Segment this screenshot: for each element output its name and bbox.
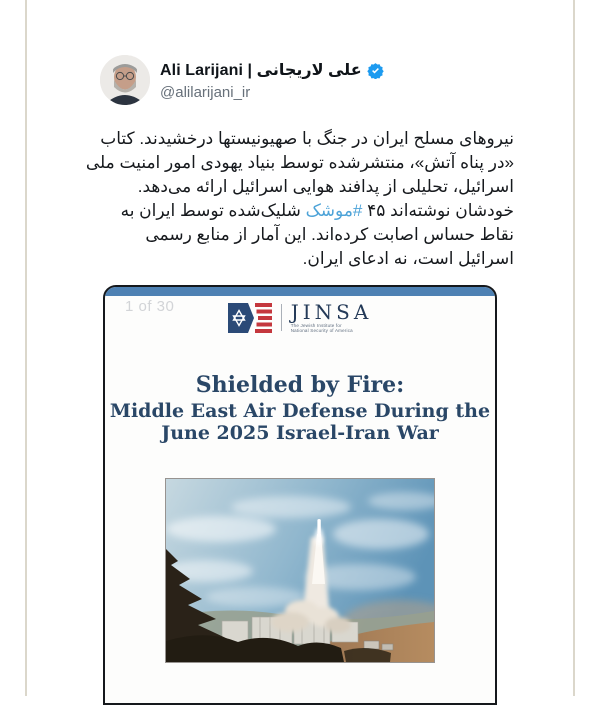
- missile-launch-photo: [165, 478, 435, 663]
- page-edge-line-right: [573, 0, 575, 696]
- quoted-article-card[interactable]: [103, 285, 497, 705]
- report-title-line2: Middle East Air Defense During the: [109, 400, 491, 422]
- page-edge-line-left: [25, 0, 27, 696]
- report-title-line1: Shielded by Fire:: [195, 372, 405, 398]
- logo-org-name: JINSA: [290, 300, 373, 324]
- logo-separator: [281, 304, 282, 331]
- tweet-text-after: شلیک‌شده توسط ایران به نقاط حساس اصابت کرده‌اند. این آمار از منابع رسمی اسرائیل است، نه ادعای ایران.: [120, 201, 514, 268]
- page-indicator: 1 of 30: [125, 298, 175, 315]
- logo-text-block: [291, 302, 373, 333]
- jinsa-logo: [105, 302, 495, 333]
- user-handle[interactable]: @alilarijani_ir: [160, 84, 251, 101]
- user-name-row: [160, 60, 384, 80]
- avatar-photo: [100, 55, 150, 105]
- logo-tagline-line1: The Jewish Institute for: [290, 323, 342, 328]
- report-title-line3: June 2025 Israel-Iran War: [161, 422, 439, 444]
- card-top-strip: [105, 287, 495, 296]
- avatar[interactable]: [100, 55, 150, 105]
- tweet-text-before: نیروهای مسلح ایران در جنگ با صهیونیستها درخشیدند. کتاب «در پناه آتش»، منتشرشده توسط بنیاد یهودی امور امنیت ملی اسرائیل، تحلیلی از پدافند هوایی اسرائیل ارائه می‌دهد. خودشان نوشته‌اند ۴۵: [85, 129, 514, 220]
- hashtag-link[interactable]: #موشک: [305, 201, 363, 220]
- jinsa-mark-icon: [228, 303, 272, 333]
- tweet-text: [85, 127, 514, 271]
- display-name[interactable]: Ali Larijani | علی لاریجانی: [160, 62, 362, 79]
- logo-tagline-line2: National Security of America: [290, 328, 353, 333]
- verified-badge-icon: [367, 62, 384, 79]
- report-title: [105, 373, 495, 444]
